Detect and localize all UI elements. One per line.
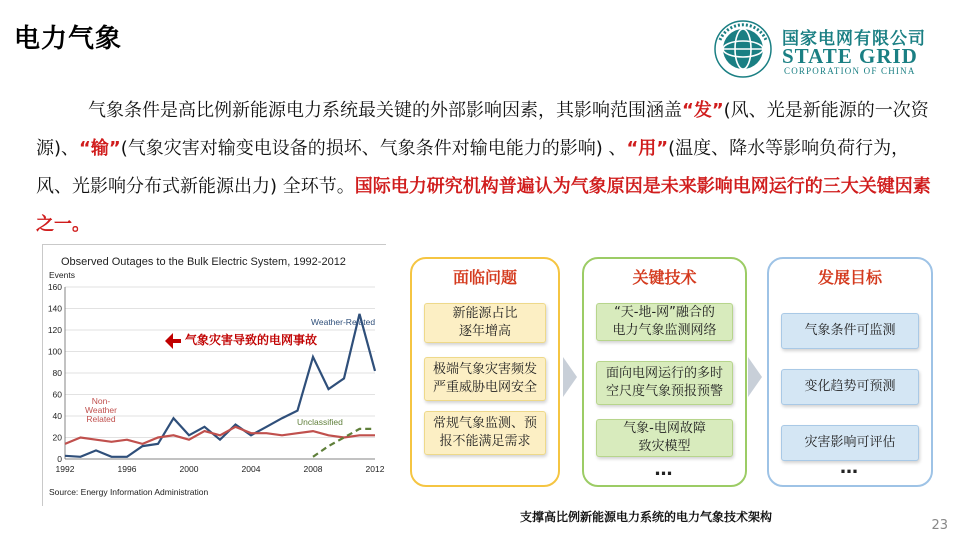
diagram-box-problems: 极端气象灾害频发 严重威胁电网安全 xyxy=(424,357,546,401)
x-tick-label: 1996 xyxy=(117,464,137,474)
keyword-generation: “发” xyxy=(682,100,724,121)
x-tick-label: 2004 xyxy=(241,464,261,474)
diagram-caption: 支撑高比例新能源电力系统的电力气象技术架构 xyxy=(520,510,773,524)
column-title-goals: 发展目标 xyxy=(817,268,882,287)
flow-arrow-icon xyxy=(748,357,762,397)
y-tick-label: 80 xyxy=(52,368,62,378)
y-tick-label: 60 xyxy=(52,389,62,400)
flow-arrow-icon xyxy=(563,357,577,397)
outage-chart-svg xyxy=(43,245,387,507)
page-number: 23 xyxy=(931,518,948,533)
diagram-box-goals: 灾害影响可评估 xyxy=(781,425,919,461)
architecture-diagram xyxy=(410,257,940,497)
diagram-box-problems: 常规气象监测、预 报不能满足需求 xyxy=(424,411,546,455)
intro-text-1: 气象条件是高比例新能源电力系统最关键的外部影响因素，其影响范围涵盖 xyxy=(88,100,682,121)
y-tick-label: 0 xyxy=(57,454,62,464)
diagram-box-technologies: 面向电网运行的多时 空尺度气象预报预警 xyxy=(596,361,733,405)
state-grid-logo xyxy=(712,18,942,78)
diagram-box-problems: 新能源占比 逐年增高 xyxy=(424,303,546,343)
keyword-transmission: “输” xyxy=(79,138,121,159)
series-label: Non- xyxy=(91,396,111,406)
x-tick-label: 2012 xyxy=(365,464,385,474)
series-label: Unclassified xyxy=(297,417,343,427)
logo-chinese-name: 国家电网有限公司 xyxy=(782,29,926,49)
logo-english-subtitle: CORPORATION OF CHINA xyxy=(784,66,916,76)
logo-english-name: STATE GRID xyxy=(782,44,918,68)
intro-text-3: (气象灾害对输变电设备的损坏、气象条件对输电能力的影响) 、 xyxy=(120,138,627,159)
intro-paragraph xyxy=(36,92,932,244)
x-tick-label: 2000 xyxy=(179,464,199,474)
column-title-technologies: 关键技术 xyxy=(632,268,697,287)
keyword-consumption: “用” xyxy=(626,138,669,159)
x-tick-label: 2008 xyxy=(303,464,323,474)
outage-chart xyxy=(42,244,386,506)
column-title-problems: 面临问题 xyxy=(452,268,517,287)
y-axis-label: Events xyxy=(49,270,75,280)
y-tick-label: 100 xyxy=(47,346,62,357)
intro-emphasis: 国际电力研究机构普遍认为气象原因是未来影响电网运行的三大关键因素之一。 xyxy=(36,176,931,235)
diagram-box-goals: 变化趋势可预测 xyxy=(781,369,919,405)
y-tick-label: 20 xyxy=(52,432,62,443)
column-problems xyxy=(410,257,560,487)
series-label: Related xyxy=(86,414,116,424)
chart-source: Source: Energy Information Administration xyxy=(49,487,209,497)
column-goals xyxy=(767,257,933,487)
y-tick-label: 120 xyxy=(47,325,62,335)
slide-title: 电力气象 xyxy=(14,24,123,54)
ellipsis: … xyxy=(654,459,676,480)
series-label: Weather xyxy=(85,405,117,415)
chart-annotation: 气象灾害导致的电网事故 xyxy=(185,333,318,347)
ellipsis: … xyxy=(840,457,861,478)
chart-title: Observed Outages to the Bulk Electric System, 1992-2012 xyxy=(61,256,346,268)
chart-background xyxy=(43,245,387,507)
y-tick-label: 140 xyxy=(47,303,62,314)
x-tick-label: 1992 xyxy=(55,464,75,474)
state-grid-globe-icon xyxy=(712,18,776,80)
y-tick-label: 40 xyxy=(52,411,62,421)
diagram-box-technologies: 气象-电网故障 致灾模型 xyxy=(596,419,733,457)
intro-text-4: (温度、降水等影响负荷行为，风、光影响分布式新能源出力) 全环节。 xyxy=(36,138,910,197)
diagram-box-goals: 气象条件可监测 xyxy=(781,313,919,349)
y-tick-label: 160 xyxy=(47,282,62,292)
series-label: Weather-Related xyxy=(311,317,376,327)
diagram-box-technologies: “天-地-网”融合的 电力气象监测网络 xyxy=(596,303,733,341)
column-technologies xyxy=(582,257,747,487)
intro-text-2: (风、光是新能源的一次资源)、 xyxy=(36,100,929,159)
